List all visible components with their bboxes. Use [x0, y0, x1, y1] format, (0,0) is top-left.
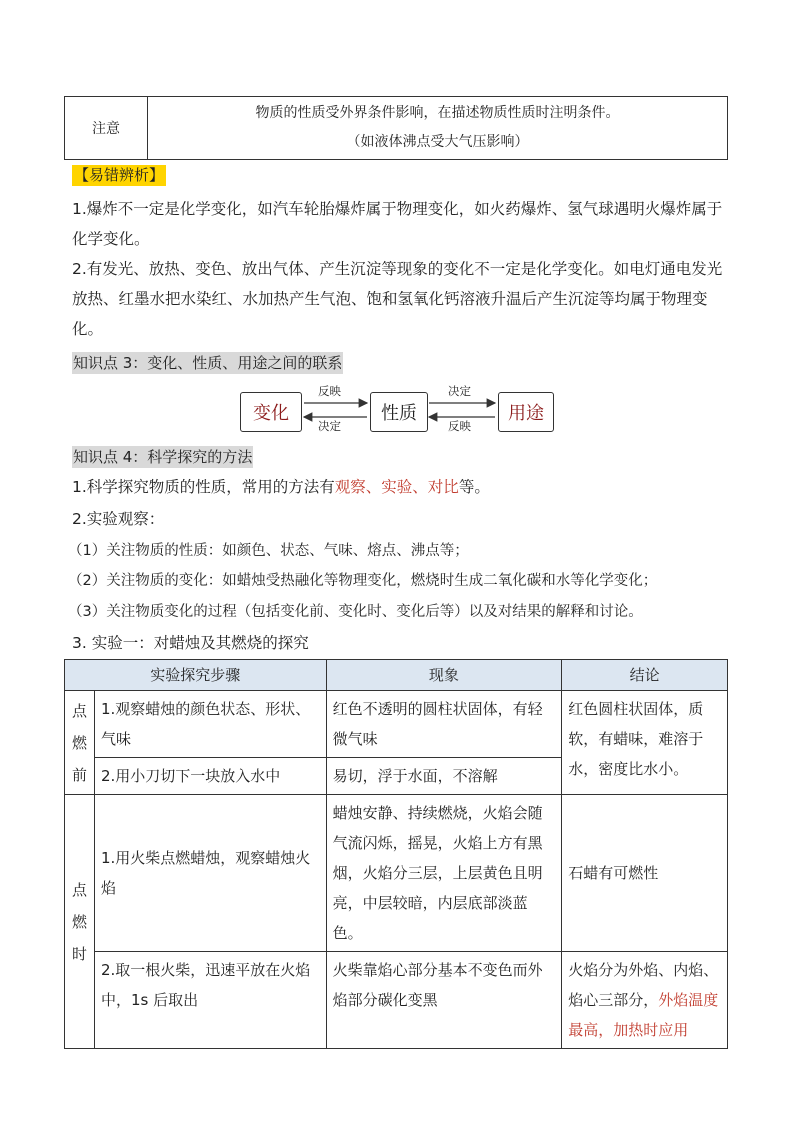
conclusion-cell: [562, 952, 728, 1049]
method-prefix: 1.科学探究物质的性质，常用的方法有: [72, 478, 335, 496]
note-table: [64, 96, 728, 160]
conclusion-highlight: 外焰温度最高，加热时应用: [568, 991, 719, 1039]
conclusion-cell: 石蜡有可燃性: [562, 795, 728, 952]
phenomenon-cell: 火柴靠焰心部分基本不变色而外焰部分碳化变黑: [326, 952, 562, 1049]
phenomenon-cell: 红色不透明的圆柱状固体，有轻微气味: [326, 691, 562, 758]
step-cell: 1.用火柴点燃蜡烛，观察蜡烛火焰: [94, 795, 326, 952]
diagram-arrows: [236, 380, 558, 436]
observation-heading: 2.实验观察：: [72, 510, 165, 528]
observation-item-2: （2）关注物质的变化：如蜡烛受热融化等物理变化，燃烧时生成二氧化碳和水等化学变化；: [68, 573, 658, 589]
note-content: [148, 97, 728, 160]
experiment-table: [64, 659, 728, 1049]
header-steps: 实验探究步骤: [65, 660, 327, 691]
error-analysis-heading: 【易错辨析】: [74, 166, 165, 184]
step-cell: 2.用小刀切下一块放入水中: [94, 758, 326, 795]
method-highlight: 观察、实验、对比: [334, 478, 459, 496]
box-change: 变化: [240, 392, 302, 432]
table-header-row: [65, 660, 728, 691]
label-bottom-left: 决定: [318, 419, 341, 433]
stage-before-cell: 点燃前: [65, 691, 95, 795]
phenomenon-cell: 蜡烛安静、持续燃烧，火焰会随气流闪烁，摇晃，火焰上方有黑烟，火焰分三层，上层黄色且明亮，中层较暗，内层底部淡蓝色。: [326, 795, 562, 952]
error-paragraph-2: 2.有发光、放热、变色、放出气体、产生沉淀等现象的变化不一定是化学变化。如电灯通电发光放热、红墨水把水染红、水加热产生气泡、饱和氢氧化钙溶液升温后产生沉淀等均属于物理变化。: [72, 260, 723, 338]
conclusion-prefix: 火焰分为外焰、内焰、焰心三部分，: [568, 961, 719, 1009]
phenomenon-cell: 易切，浮于水面，不溶解: [326, 758, 562, 795]
observation-item-1: （1）关注物质的性质：如颜色、状态、气味、熔点、沸点等；: [68, 543, 469, 559]
step-cell: 1.观察蜡烛的颜色状态、形状、气味: [94, 691, 326, 758]
box-property: 性质: [370, 392, 428, 432]
label-bottom-right: 反映: [448, 419, 471, 433]
step-cell: 2.取一根火柴，迅速平放在火焰中，1s 后取出: [94, 952, 326, 1049]
experiment-title: 3. 实验一：对蜡烛及其燃烧的探究: [72, 634, 309, 652]
label-top-right: 决定: [448, 384, 471, 398]
observation-item-3: （3）关注物质变化的过程（包括变化前、变化时、变化后等）以及对结果的解释和讨论。: [68, 604, 643, 620]
table-row: [65, 952, 728, 1049]
stage-during-cell: 点燃时: [65, 795, 95, 1049]
knowledge-point-4-title: 知识点 4：科学探究的方法: [73, 448, 253, 466]
note-label: 注意: [65, 97, 148, 160]
table-row: [65, 691, 728, 758]
method-suffix: 等。: [458, 478, 490, 496]
box-use: 用途: [498, 392, 554, 432]
header-conclusion: 结论: [562, 660, 728, 691]
method-paragraph: [72, 472, 490, 502]
note-line-1: 物质的性质受外界条件影响，在描述物质性质时注明条件。: [255, 105, 620, 121]
error-paragraph-1: 1.爆炸不一定是化学变化，如汽车轮胎爆炸属于物理变化，如火药爆炸、氢气球遇明火爆炸属于化学变化。: [72, 200, 723, 248]
note-line-2: （如液体沸点受大气压影响）: [346, 134, 529, 150]
relationship-diagram: [236, 380, 558, 436]
label-top-left: 反映: [318, 384, 341, 398]
header-phenomenon: 现象: [326, 660, 562, 691]
table-row: [65, 795, 728, 952]
conclusion-cell: 红色圆柱状固体，质软，有蜡味，难溶于水，密度比水小。: [562, 691, 728, 795]
knowledge-point-3-title: 知识点 3：变化、性质、用途之间的联系: [73, 354, 343, 372]
